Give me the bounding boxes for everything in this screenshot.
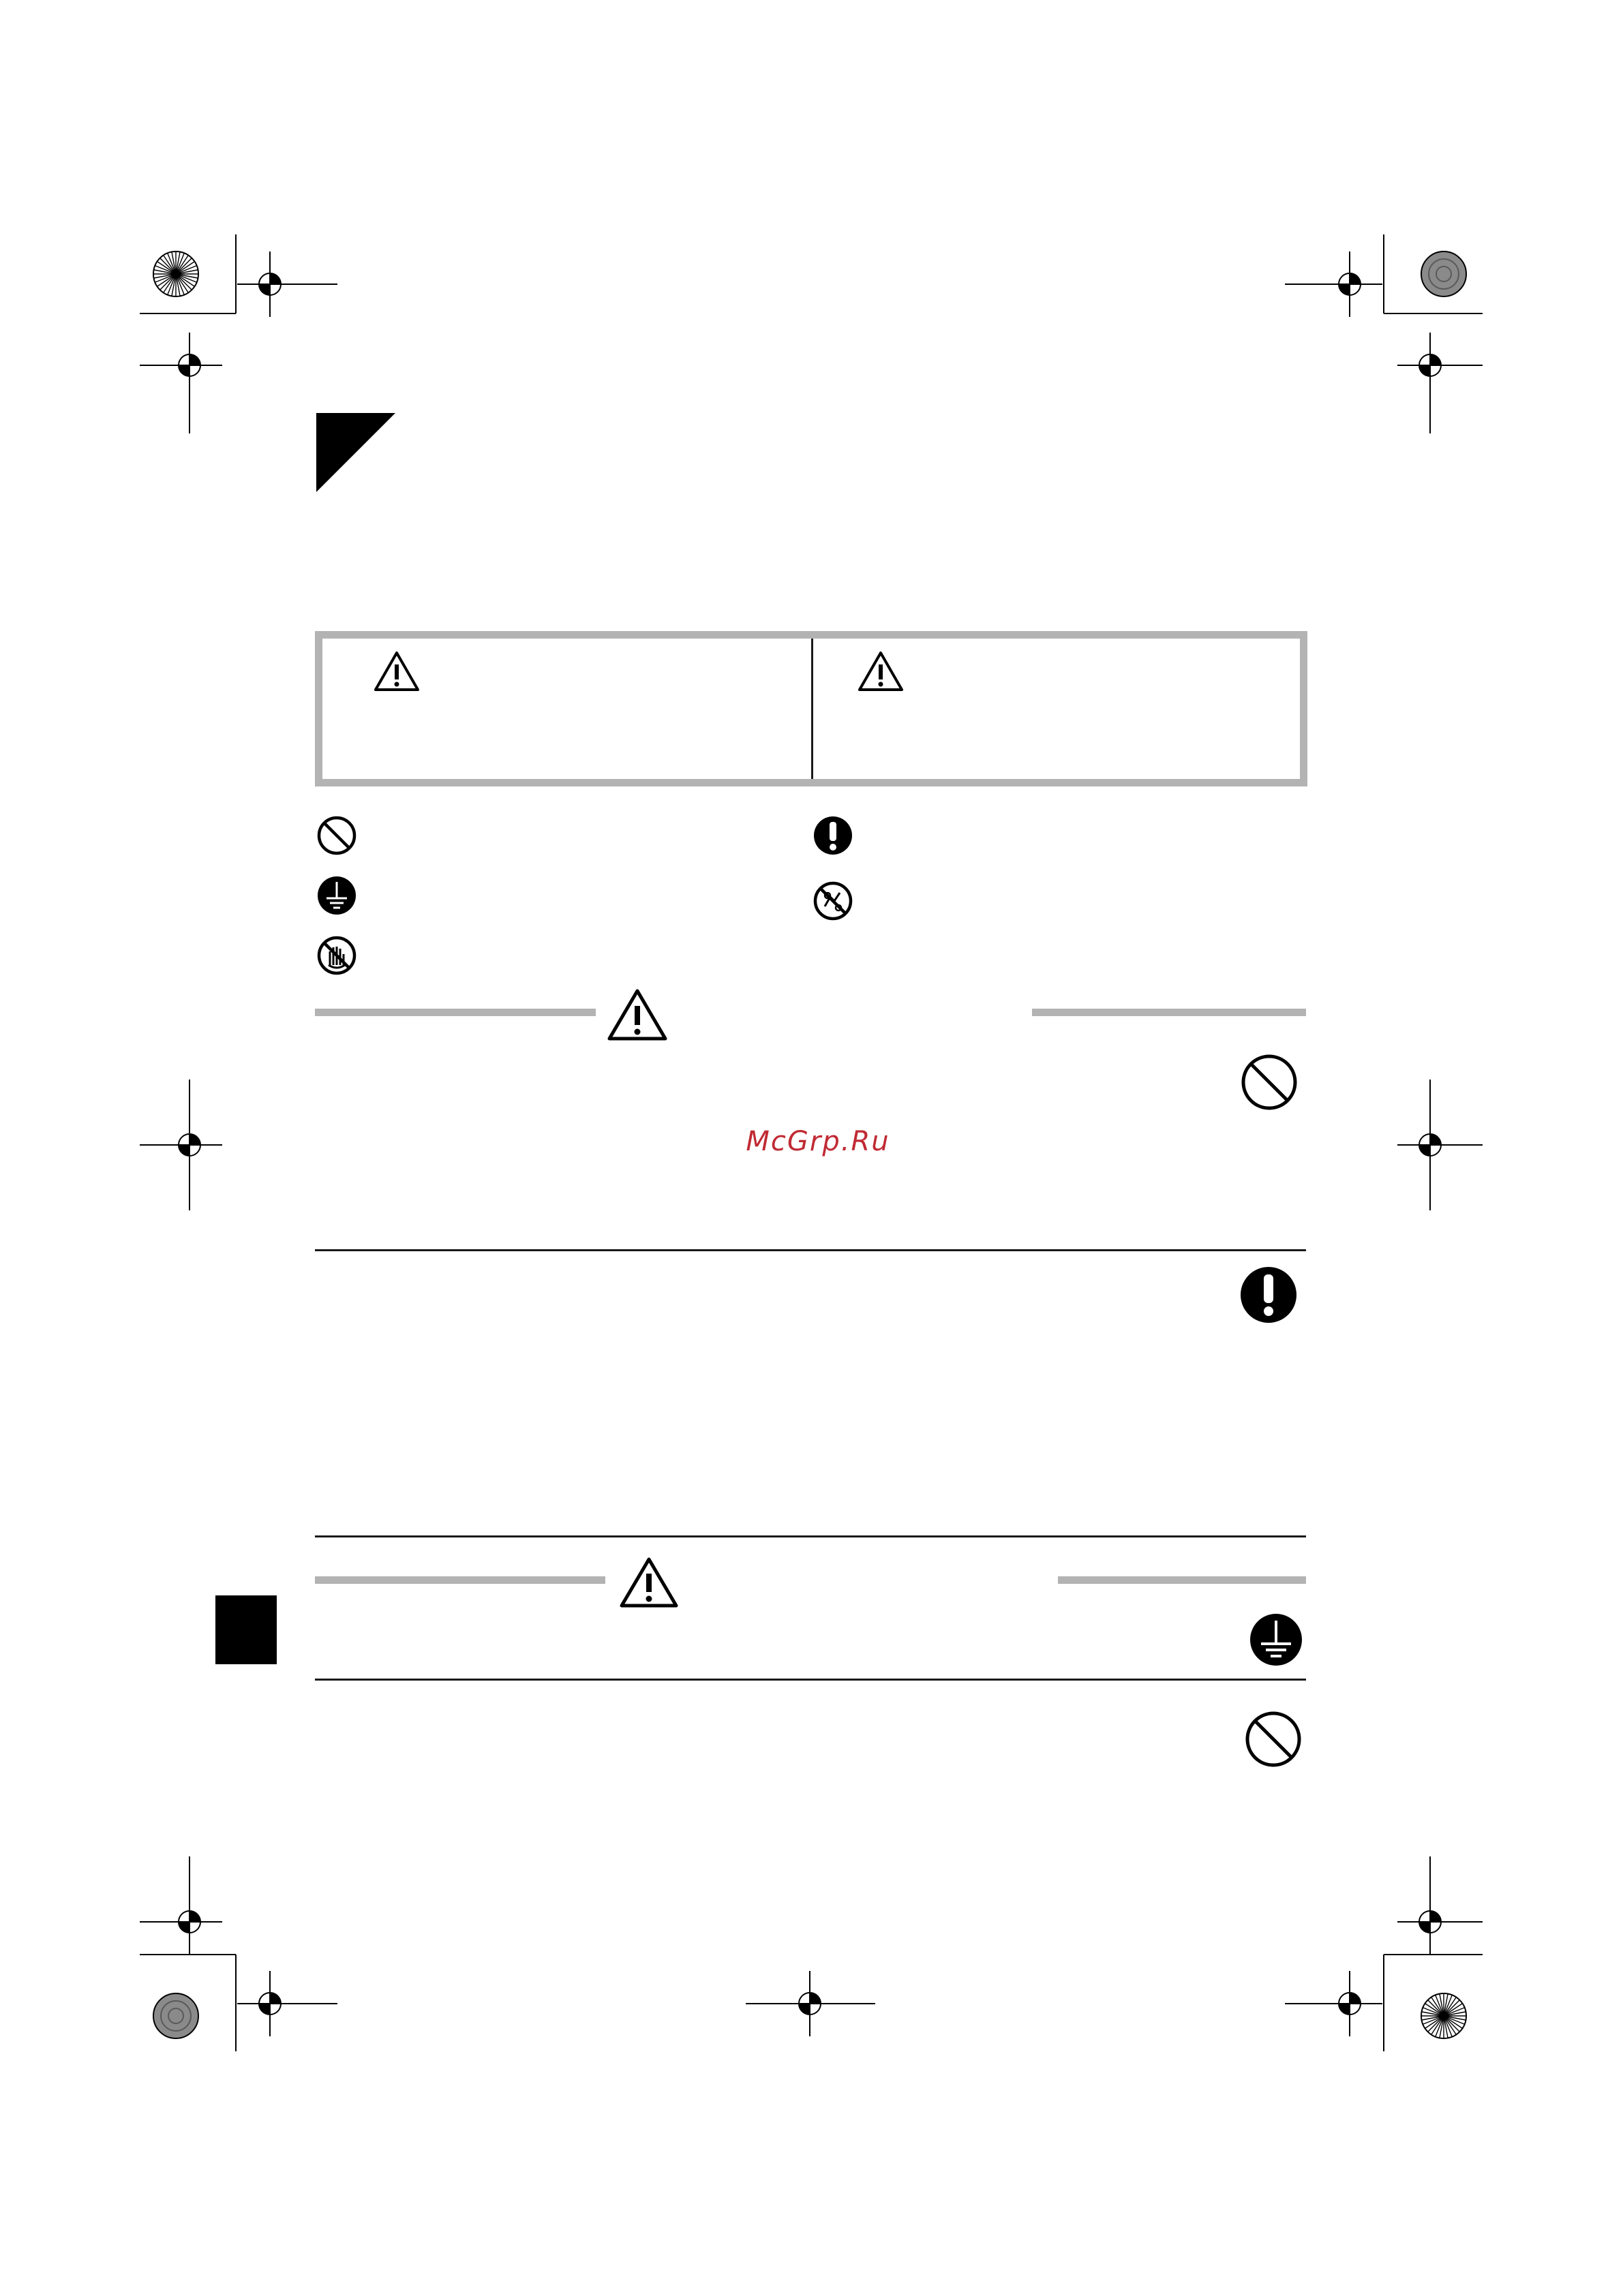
section-header-bar-left xyxy=(315,1576,605,1584)
prohibition-icon xyxy=(1241,1054,1298,1111)
page-side-tab xyxy=(215,1595,277,1664)
row-divider xyxy=(315,1679,1306,1681)
box-divider xyxy=(811,639,813,779)
section-header-bar-right xyxy=(1058,1576,1306,1584)
do-not-disassemble-icon xyxy=(813,881,853,921)
warning-triangle-icon xyxy=(858,651,904,692)
row-divider xyxy=(315,1535,1306,1537)
mandatory-action-icon xyxy=(813,815,853,856)
ground-connection-icon xyxy=(1249,1612,1303,1667)
warning-triangle-icon xyxy=(619,1557,679,1608)
mandatory-action-icon xyxy=(1239,1266,1298,1324)
ground-connection-icon xyxy=(316,875,357,916)
no-wet-hands-icon xyxy=(316,935,357,976)
prohibition-icon xyxy=(1245,1711,1302,1768)
watermark: McGrp.Ru xyxy=(746,1126,890,1157)
warning-triangle-icon xyxy=(607,988,668,1041)
section-header-bar-left xyxy=(315,1009,596,1016)
prohibition-icon xyxy=(316,815,357,856)
section-corner-triangle xyxy=(316,413,395,492)
section-header-bar-right xyxy=(1032,1009,1306,1016)
warning-triangle-icon xyxy=(374,651,420,692)
row-divider xyxy=(315,1249,1306,1251)
